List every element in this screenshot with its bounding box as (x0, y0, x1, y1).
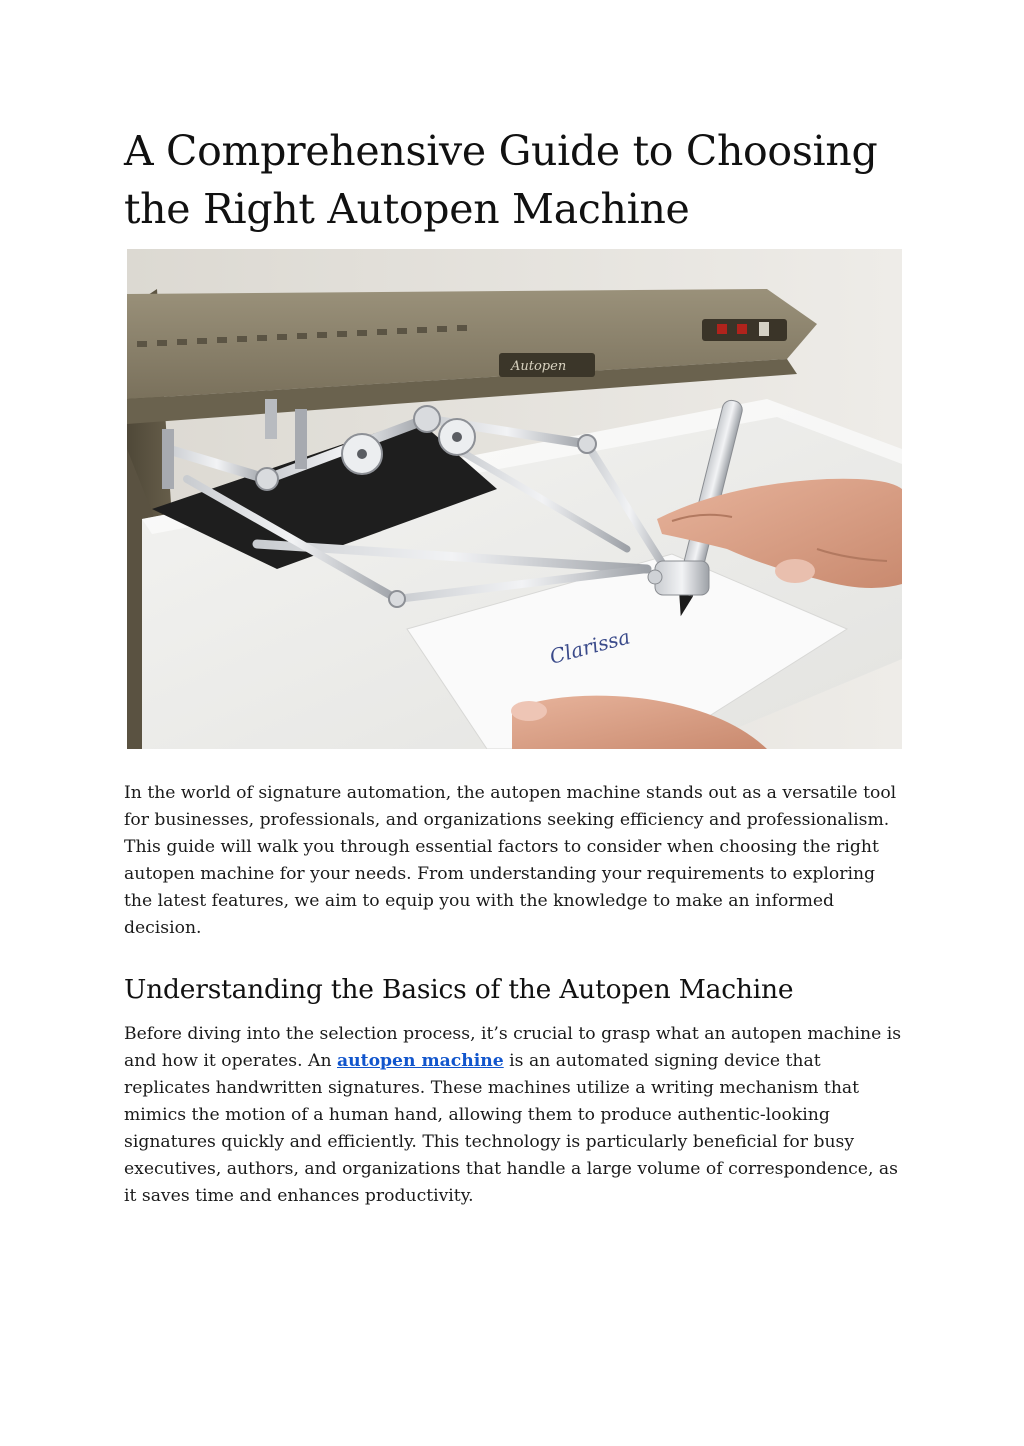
page-title: A Comprehensive Guide to Choosing the Right Autopen Machine (124, 127, 878, 233)
machine-label: Autopen (511, 359, 567, 374)
paragraph-text-after-link: is an automated signing device that replicates handwritten signatures. These machines utilize a writing mechanism that mimics the motion of a human hand, allowing them to produce authentic-looking signatures quickly and efficiently. This technology is particularly beneficial for busy executives, authors, and organizations that handle a large volume of correspondence, as it saves time and enhances productivity. (124, 1051, 898, 1206)
signature-sample: Clarissa (547, 624, 633, 669)
intro-paragraph: In the world of signature automation, the autopen machine stands out as a versatile tool for businesses, professionals, and organizations seeking efficiency and professionalism. This guide will walk you through essential factors to consider when choosing the right autopen machine for your needs. From understanding your requirements to exploring the latest features, we aim to equip you with the knowledge to make an informed decision. (124, 783, 897, 938)
section-paragraph (124, 1021, 904, 1210)
section-heading: Understanding the Basics of the Autopen Machine (124, 974, 794, 1005)
autopen-machine-photo (127, 249, 902, 749)
paragraph-text-before-link: Before diving into the selection process, it’s crucial to grasp what an autopen machine is and how it operates. An (124, 1024, 902, 1071)
autopen-machine-link[interactable]: autopen machine (337, 1051, 504, 1071)
